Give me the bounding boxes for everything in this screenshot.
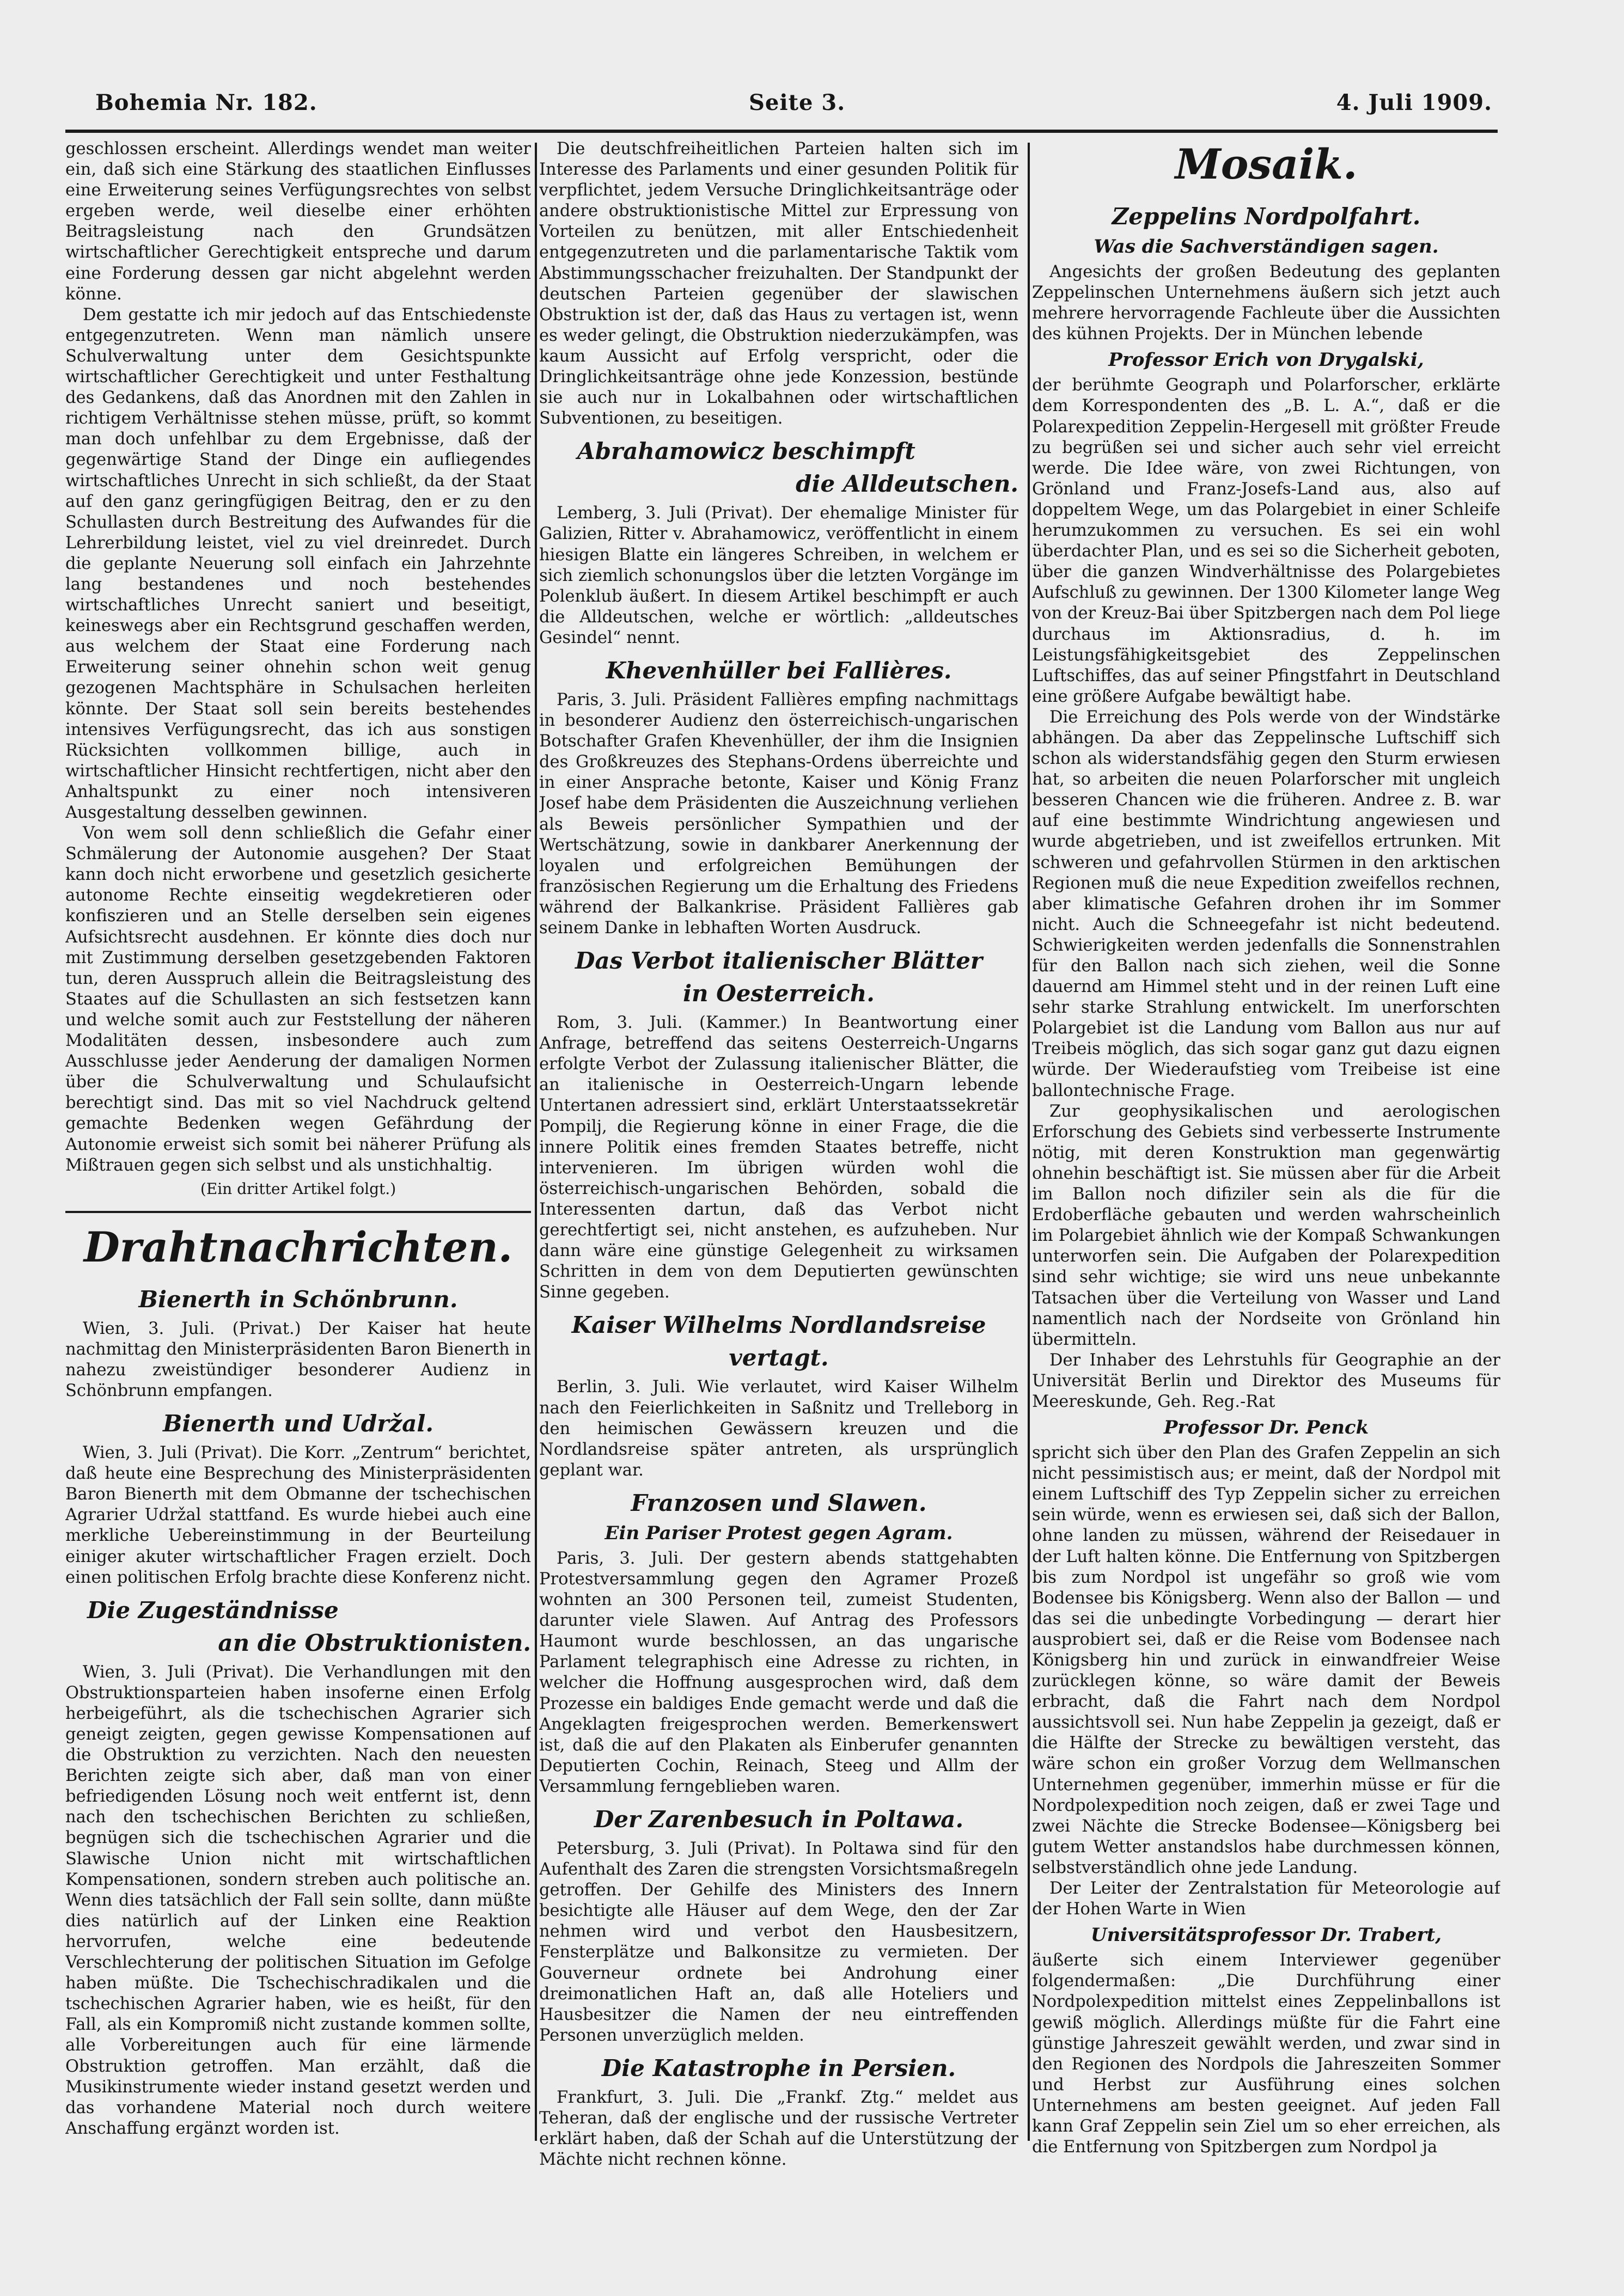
- headline: Zeppelins Nordpolfahrt.: [1112, 203, 1421, 230]
- headline: Khevenhüller bei Fallières.: [606, 657, 952, 684]
- headline-line-2: die Alldeutschen.: [796, 470, 1018, 498]
- article-paragraph: Rom, 3. Juli. (Kammer.) In Beantwortung einer Anfrage, betreffend das seitens Oesterreich-Ungarns erfolgte Verbot der Zulassung italienischer Blätter, die an italienische in Oesterreich-Ungarn lebende Untertanen adressiert sind, erklärt Unterstaatssekretär Pompilj, die Regierung könne in einer Frage, die die innere Politik eines fremden Staates betreffe, nicht intervenieren. Im übrigen würden wohl die österreichisch-ungarischen Behörden, sobald die Interessenten dartun, daß das Verbot nicht gerechtfertigt sei, nicht anstehen, es aufzuheben. Nur dann wäre eine günstige Gelegenheit zu wirksamen Schritten in dem von dem Deputierten gewünschten Sinne gegeben.: [539, 1013, 1018, 1302]
- article-paragraph: Dem gestatte ich mir jedoch auf das Entschiedenste entgegenzutreten. Wenn man nämlich unsere Schulverwaltung unter dem Gesichtspunkte wirtschaftlicher Gerechtigkeit und unter Festhaltung des Gedankens, daß das Anordnen mit den Zahlen in richtigem Verhältnisse stehen müsse, prüft, so kommt man doch unfehlbar zu dem Ergebnisse, daß der gegenwärtige Stand der Dinge ein aufliegendes wirtschaftliches Unrecht in sich schließt, da der Staat auf den ganz geringfügigen Beitrag, den er zu den Schullasten durch Bestreitung des Aufwandes für die Lehrerbildung leistet, viel zu viel dreinredet. Durch die geplante Neuerung soll einfach ein Jahrzehnte lang bestandenes und noch bestehendes wirtschaftliches Unrecht saniert und beseitigt, keineswegs aber ein Rechtsgrund geschaffen werden, aus welchem der Staat eine Forderung nach Erweiterung seiner ohnehin schon weit genug gezogenen Machtsphäre in Schulsachen herleiten könnte. Der Staat soll sein bereits bestehendes intensives Verfügungsrecht, das ich aus sonstigen Rücksichten vollkommen billige, auch in wirtschaftlicher Hinsicht rechtfertigen, nicht aber den Anhaltspunkt zu einer noch intensiveren Ausgestaltung desselben gewinnen.: [65, 305, 531, 822]
- headline-line-1: Abrahamowicz beschimpft: [577, 438, 915, 465]
- issue-date: 4. Juli 1909.: [1336, 90, 1492, 115]
- masthead-issue: Bohemia Nr. 182.: [95, 90, 318, 115]
- article-paragraph: Petersburg, 3. Juli (Privat). In Poltawa sind für den Aufenthalt des Zaren die strengsten Vorsichtsmaßregeln getroffen. Der Gehilfe des Ministers des Innern besichtigte alle Häuser auf dem Wege, den der Zar nehmen wird und verbot den Hausbesitzern, Fensterplätze und Balkonsitze zu vermieten. Der Gouverneur ordnete bei Androhung einer dreimonatlichen Haft an, daß alle Hoteliers und Hausbesitzer die Namen der neu eintreffenden Personen unverzüglich melden.: [539, 1839, 1018, 2045]
- article-paragraph: Wien, 3. Juli (Privat). Die Verhandlungen mit den Obstruktionsparteien haben insoferne einen Erfolg herbeigeführt, als die tschechischen Agrarier sich geneigt zeigten, gegen gewisse Kompensationen auf die Obstruktion zu verzichten. Nach den neuesten Berichten zeigte sich aber, daß man von einer befriedigenden Lösung noch weit entfernt ist, denn nach den tschechischen Berichten zu schließen, begnügen sich die tschechischen Agrarier und die Slawische Union nicht mit wirtschaftlichen Kompensationen, sondern streben auch politische an. Wenn dies tatsächlich der Fall sein sollte, dann müßte dies natürlich auf der Linken eine Reaktion hervorrufen, welche eine bedeutende Verschlechterung der politischen Situation im Gefolge haben müßte. Die Tschechischradikalen und die tschechischen Agrarier haben, wie es heißt, für den Fall, als ein Kompromiß nicht zustande kommen sollte, alle Vorbereitungen auch für eine lärmende Obstruktion getroffen. Man erzählt, daß die Musikinstrumente wieder instand gesetzt werden und das vorhandene Material noch durch weitere Anschaffung ergänzt worden ist.: [65, 1662, 531, 2138]
- headline: Bienerth und Udržal.: [163, 1410, 434, 1437]
- article-paragraph: Der Inhaber des Lehrstuhls für Geographie an der Universität Berlin und Direktor des Museums für Meereskunde, Geh. Reg.-Rat: [1032, 1350, 1500, 1411]
- article-paragraph: Lemberg, 3. Juli (Privat). Der ehemalige Minister für Galizien, Ritter v. Abrahamowicz, veröffentlicht in einem hiesigen Blatte ein längeres Schreiben, in welchem er sich ziemlich schonungslos über die letzten Vorgänge im Polenklub äußert. In diesem Artikel beschimpft er auch die Alldeutschen, welche er wörtlich: „alldeutsches Gesindel“ nennt.: [539, 504, 1018, 647]
- section-title-drahtnachrichten: Drahtnachrichten.: [83, 1222, 513, 1271]
- article-paragraph: Paris, 3. Juli. Präsident Fallières empfing nachmittags in besonderer Audienz den österreichisch-ungarischen Botschafter Grafen Khevenhüller, der ihm die Insignien des Großkreuzes des Stephans-Ordens überreichte und in einer Ansprache betonte, Kaiser und König Franz Josef habe dem Präsidenten die Auszeichnung verliehen als Beweis persönlicher Sympathien und der Wertschätzung, sowie in dankbarer Anerkennung der loyalen und erfolgreichen Bemühungen der französischen Regierung um die Erhaltung des Friedens während der Balkankrise. Präsident Fallières gab seinem Danke in lebhaften Worten Ausdruck.: [539, 690, 1018, 938]
- headline: Der Zarenbesuch in Poltawa.: [594, 1806, 964, 1833]
- subheadline: Was die Sachverständigen sagen.: [1094, 236, 1439, 258]
- headline-line-2: in Oesterreich.: [683, 980, 875, 1007]
- article-paragraph: Der Leiter der Zentralstation für Meteorologie auf der Hohen Warte in Wien: [1032, 1879, 1500, 1919]
- article-paragraph: Die Erreichung des Pols werde von der Windstärke abhängen. Da aber das Zeppelinsche Luftschiff sich schon als widerstandsfähig gegen den Sturm erwiesen hat, so arbeiten die neuen Polarforscher mit ungleich besseren Chancen wie die früheren. Andree z. B. war auf eine bestimmte Windrichtung angewiesen und wurde abgetrieben, und ist zweifellos ertrunken. Mit schweren und gefahrvollen Stürmen in den arktischen Regionen muß die neue Expedition zweifellos rechnen, aber klimatische Gefahren drohen ihr im Sommer nicht. Auch die Schneegefahr ist nicht bedeutend. Schwierigkeiten werden jedenfalls die Sonnenstrahlen für den Ballon nach sich ziehen, weil die Sonne dauernd am Himmel steht und in der reinen Luft eine sehr starke Strahlung entwickelt. Im unerforschten Polargebiet ist die Landung vom Ballon aus nur auf Treibeis möglich, das sich sogar ganz gut dazu eignen würde. Der Wiederaufstieg vom Treibeise ist eine ballontechnische Frage.: [1032, 707, 1500, 1100]
- headline-line-1: Kaiser Wilhelms Nordlandsreise: [571, 1312, 986, 1339]
- article-paragraph: Wien, 3. Juli (Privat). Die Korr. „Zentrum“ berichtet, daß heute eine Besprechung des Ministerpräsidenten Baron Bienerth mit dem Obmanne der tschechischen Agrarier Udržal stattfand. Es wurde hiebei auch eine merkliche Uebereinstimmung in der Beurteilung einiger akuter wirtschaftlicher Fragen erzielt. Doch einen politischen Erfolg brachte diese Konferenz nicht.: [65, 1443, 531, 1587]
- subheadline: Ein Pariser Protest gegen Agram.: [605, 1522, 953, 1544]
- article-paragraph: spricht sich über den Plan des Grafen Zeppelin an sich nicht pessimistisch aus; er meint, daß der Nordpol mit einem Luftschiff des Typ Zeppelin sicher zu erreichen sein würde, wenn es erwiesen sei, daß sich der Ballon, ohne landen zu müssen, während der Reisedauer in der Luft halten könne. Die Entfernung von Spitzbergen bis zum Nordpol ist ungefähr so groß wie vom Bodensee bis Königsberg. Wenn also der Ballon — und das sei die unbedingte Vorbedingung — derart hier ausprobiert sei, daß er die Reise vom Bodensee nach Königsberg hin und zurück in einwandfreier Weise zurücklegen könne, so wäre damit der Beweis erbracht, daß die Fahrt nach dem Nordpol aussichtsvoll sei. Nun habe Zeppelin ja gezeigt, daß er die Hälfte der Strecke zu bewältigen versteht, das wäre schon ein großer Vorzug dem Wellmanschen Unternehmen gegenüber, immerhin müsse er für die Nordpolexpedition noch zeigen, daß er zwei Tage und zwei Nächte die Strecke Bodensee—Königsberg bei gutem Wetter anstandslos habe durchmessen können, selbstverständlich ohne jede Landung.: [1032, 1443, 1500, 1877]
- expert-name: Professor Dr. Penck: [1163, 1417, 1369, 1439]
- article-paragraph: Zur geophysikalischen und aerologischen Erforschung des Gebiets sind verbesserte Instrumente nötig, mit deren Konstruktion man gegenwärtig ohnehin beschäftigt ist. Sie müssen aber für die Arbeit im Ballon noch difiziler sein als die für die Erdoberfläche gebauten und werden wahrscheinlich im Polargebiet ähnlich wie der Kompaß Schwankungen unterworfen sein. Die Aufgaben der Polarexpedition sind sehr wichtige; sie wird uns neue unbekannte Tatsachen über die Verteilung von Wasser und Land namentlich nach der Nordseite von Grönland hin übermitteln.: [1032, 1101, 1500, 1349]
- article-paragraph: Angesichts der großen Bedeutung des geplanten Zeppelinschen Unternehmens äußern sich jetzt auch mehrere hervorragende Fachleute über die Aussichten des kühnen Projekts. Der in München lebende: [1032, 262, 1500, 344]
- article-paragraph: Die deutschfreiheitlichen Parteien halten sich im Interesse des Parlaments und einer gesunden Politik für verpflichtet, jedem Versuche Dringlichkeitsanträge oder andere obstruktionistische Mittel zur Erpressung von Vorteilen zu benützen, mit aller Entschiedenheit entgegenzutreten und die parlamentarische Taktik vom Abstimmungsschacher freizuhalten. Der Standpunkt der deutschen Parteien gegenüber der slawischen Obstruktion ist der, daß das Haus zu vertagen ist, wenn es weder gelingt, die Obstruktion niederzukämpfen, was kaum Aussicht auf Erfolg verspricht, oder die Dringlichkeitsanträge ohne jede Konzession, bestünde sie auch nur in Lokalbahnen oder wirtschaftlichen Subventionen, zu beseitigen.: [539, 139, 1018, 428]
- continuation-note: (Ein dritter Artikel folgt.): [200, 1179, 396, 1198]
- section-rule: [65, 1211, 531, 1213]
- article-paragraph: geschlossen erscheint. Allerdings wendet man weiter ein, daß sich eine Stärkung des staatlichen Einflusses eine Erweiterung seines Verfügungsrechtes von selbst ergeben werde, weil dieselbe einer erhöhten Beitragsleistung nach den Grundsätzen wirtschaftlicher Gerechtigkeit entspreche und darum eine Forderung dessen gar nicht abgelehnt werden könne.: [65, 139, 531, 304]
- column-1: [65, 139, 531, 2224]
- column-divider-2: [1028, 143, 1030, 2141]
- column-divider-1: [535, 143, 537, 2141]
- article-paragraph: Wien, 3. Juli. (Privat.) Der Kaiser hat heute nachmittag den Ministerpräsidenten Baron Bienerth in nahezu zweistündiger besonderer Audienz in Schönbrunn empfangen.: [65, 1319, 531, 1400]
- expert-name: Universitätsprofessor Dr. Trabert,: [1090, 1924, 1442, 1946]
- article-paragraph: Von wem soll denn schließlich die Gefahr einer Schmälerung der Autonomie ausgehen? Der Staat kann doch nicht erworbene und gesetzlich gesicherte autonome Rechte einseitig wegdekretieren oder konfiszieren und an Stelle derselben sein eigenes Aufsichtsrecht ausdehnen. Er könnte dies doch nur mit Zustimmung derselben gesetzgebenden Faktoren tun, deren Ausspruch allein die Beitragsleistung des Staates auf die Schullasten an sich festsetzen kann und welche somit auch zur Feststellung der näheren Modalitäten dessen, insbesondere auch zum Ausschlusse jeder Aenderung der damaligen Normen über die Schulverwaltung und Schulaufsicht berechtigt sind. Das mit so viel Nachdruck geltend gemachte Bedenken wegen Gefährdung der Autonomie erweist sich somit bei näherer Prüfung als Mißtrauen gegen sich selbst und als unstichhaltig.: [65, 824, 531, 1175]
- headline-line-1: Die Zugeständnisse: [87, 1596, 339, 1624]
- article-paragraph: Frankfurt, 3. Juli. Die „Frankf. Ztg.“ meldet aus Teheran, daß der englische und der russische Vertreter erklärt haben, daß der Schah auf die Unterstützung der Mächte nicht rechnen könne.: [539, 2087, 1018, 2170]
- headline-line-1: Das Verbot italienischer Blätter: [575, 947, 983, 975]
- headline: Franzosen und Slawen.: [631, 1489, 927, 1516]
- page-number: Seite 3.: [749, 90, 846, 115]
- article-paragraph: der berühmte Geograph und Polarforscher, erklärte dem Korrespondenten des „B. L. A.“, daß er die Polarexpedition Zeppelin-Hergesell mit größter Freude zu begrüßen sei und sicher auch sehr viel erreicht werde. Die Idee wäre, von zwei Richtungen, von Grönland und Franz-Josefs-Land aus, also auf doppeltem Wege, um das Polargebiet in einer Schleife herumzukommen zu versuchen. Es sei ein wohl überdachter Plan, und es sei so die Sicherheit geboten, über die ganzen Windverhältnisse des Polargebietes Aufschluß zu gewinnen. Der 1300 Kilometer lange Weg von der Kreuz-Bai über Spitzbergen nach dem Pol liege durchaus im Aktionsradius, d. h. im Leistungsfähigkeitsgebiet des Zeppelinschen Luftschiffes, das auf seiner Pfingstfahrt in Deutschland eine größere Aufgabe bewältigt habe.: [1032, 376, 1500, 706]
- article-paragraph: Berlin, 3. Juli. Wie verlautet, wird Kaiser Wilhelm nach den Feierlichkeiten in Saßnitz und Trelleborg in den heimischen Gewässern kreuzen und die Nordlandsreise später antreten, als ursprünglich geplant war.: [539, 1377, 1018, 1480]
- article-paragraph: äußerte sich einem Interviewer gegenüber folgendermaßen: „Die Durchführung einer Nordpolexpedition mittelst eines Zeppelinballons ist gewiß möglich. Allerdings müßte für die Fahrt eine günstige Jahreszeit gewählt werden, und zwar sind in den Regionen des Nordpols die Jahreszeiten Sommer und Herbst zur Ausführung eines solchen Unternehmens am besten geeignet. Auf jeden Fall kann Graf Zeppelin sein Ziel um so eher erreichen, als die Entfernung von Spitzbergen zum Nordpol ja: [1032, 1951, 1500, 2157]
- page-header: [95, 90, 1492, 128]
- section-title-mosaik: Mosaik.: [1175, 140, 1358, 188]
- column-2: [539, 139, 1018, 2224]
- headline-line-2: vertagt.: [729, 1344, 829, 1372]
- article-paragraph: Paris, 3. Juli. Der gestern abends stattgehabten Protestversammlung gegen den Agramer Prozeß wohnten an 300 Personen teil, zumeist Studenten, darunter viele Slawen. Auf Antrag des Professors Haumont wurde beschlossen, an das ungarische Parlament telegraphisch eine Adresse zu richten, in welcher die Hoffnung ausgesprochen wird, daß dem Prozesse ein baldiges Ende gemacht werde und daß die Angeklagten freigesprochen werden. Bemerkenswert ist, daß die auf den Plakaten als Einberufer genannten Deputierten Cochin, Reinach, Steeg und Allm der Versammlung ferngeblieben waren.: [539, 1548, 1018, 1796]
- expert-name: Professor Erich von Drygalski,: [1108, 349, 1424, 371]
- headline: Bienerth in Schönbrunn.: [138, 1285, 458, 1313]
- headline: Die Katastrophe in Persien.: [601, 2054, 956, 2081]
- headline-line-2: an die Obstruktionisten.: [218, 1629, 531, 1656]
- header-rule: [65, 130, 1498, 133]
- column-3: [1032, 139, 1500, 2224]
